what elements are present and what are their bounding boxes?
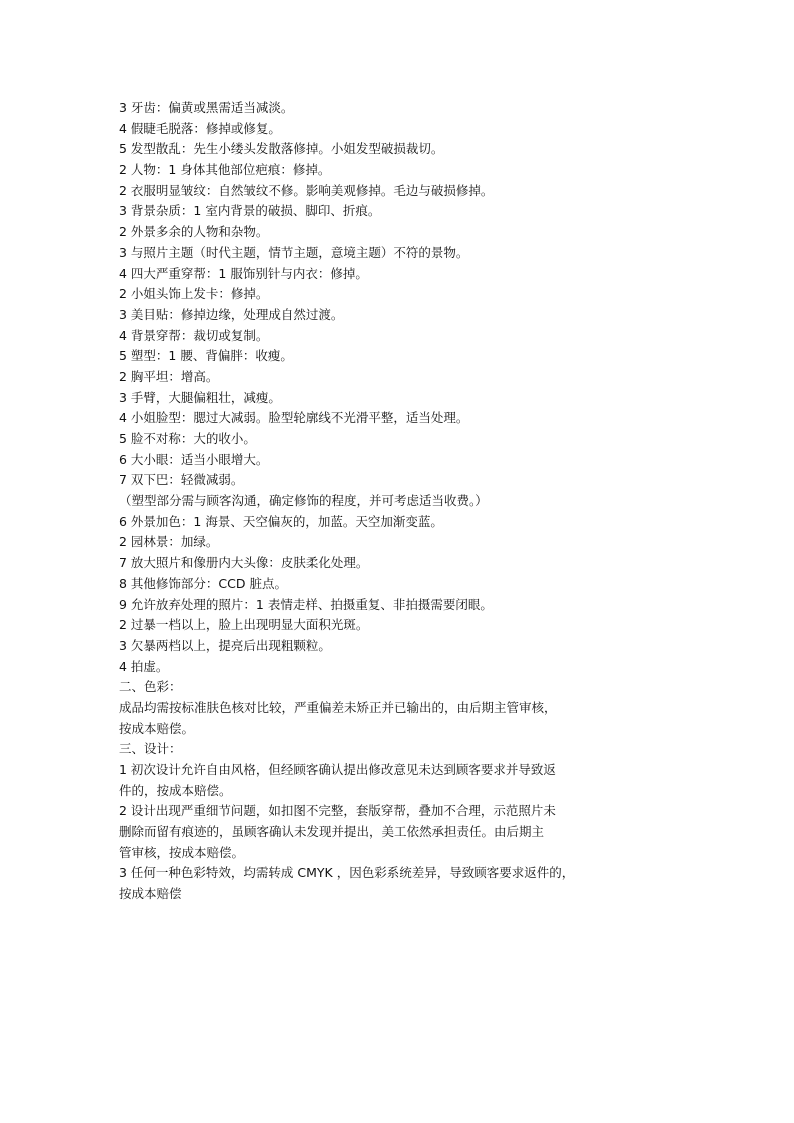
section-heading-color: 二、色彩： <box>119 679 182 695</box>
text-line: 2 衣服明显皱纹：自然皱纹不修。影响美观修掉。毛边与破损修掉。 <box>119 182 494 198</box>
text-line: 8 其他修饰部分：CCD 脏点。 <box>119 575 287 591</box>
section-heading-design: 三、设计： <box>119 741 182 757</box>
text-line: 6 大小眼：适当小眼增大。 <box>119 451 269 467</box>
text-line: 1 初次设计允许自由风格，但经顾客确认提出修改意见未达到顾客要求并导致返 <box>119 762 556 777</box>
text-line: 按成本赔偿。 <box>119 720 195 736</box>
text-line: 3 背景杂质：1 室内背景的破损、脚印、折痕。 <box>119 203 381 219</box>
text-line: 4 假睫毛脱落：修掉或修复。 <box>119 120 281 136</box>
text-line: （塑型部分需与顾客沟通，确定修饰的程度，并可考虑适当收费。） <box>119 493 488 509</box>
text-line: 2 胸平坦：增高。 <box>119 368 219 384</box>
text-line: 4 背景穿帮：裁切或复制。 <box>119 327 269 343</box>
text-line: 9 允许放弃处理的照片：1 表情走样、拍摄重复、非拍摄需要闭眼。 <box>119 596 493 612</box>
text-line: 3 任何一种色彩特效，均需转成 CMYK ，因色彩系统差异，导致顾客要求返件的， <box>119 865 575 881</box>
text-line: 3 欠暴两档以上，提亮后出现粗颗粒。 <box>119 637 331 653</box>
text-line: 2 外景多余的人物和杂物。 <box>119 224 269 240</box>
text-line: 2 小姐头饰上发卡：修掉。 <box>119 286 269 302</box>
text-line: 2 园林景：加绿。 <box>119 534 219 550</box>
text-line: 2 过暴一档以上，脸上出现明显大面积光斑。 <box>119 617 369 633</box>
text-line: 成品均需按标准肤色核对比较，严重偏差未矫正并已输出的，由后期主管审核， <box>119 699 557 715</box>
text-line: 删除而留有痕迹的，虽顾客确认未发现并提出，美工依然承担责任。由后期主 <box>119 824 545 840</box>
text-line: 5 发型散乱：先生小缕头发散落修掉。小姐发型破损裁切。 <box>119 141 444 157</box>
text-line: 2 设计出现严重细节问题，如扣图不完整，套版穿帮，叠加不合理，示范照片未 <box>119 803 556 819</box>
text-line: 件的，按成本赔偿。 <box>119 782 232 798</box>
document-body <box>119 98 679 905</box>
text-line: 4 小姐脸型：腮过大减弱。脸型轮廓线不光滑平整，适当处理。 <box>119 410 469 426</box>
text-line: 4 拍虚。 <box>119 658 169 674</box>
text-line: 3 美目贴：修掉边缘，处理成自然过渡。 <box>119 306 344 322</box>
text-line: 4 四大严重穿帮：1 服饰别针与内衣：修掉。 <box>119 265 368 281</box>
text-line: 3 手臂，大腿偏粗壮，减瘦。 <box>119 389 281 405</box>
text-line: 7 双下巴：轻微减弱。 <box>119 472 244 488</box>
text-line: 2 人物：1 身体其他部位疤痕：修掉。 <box>119 162 331 178</box>
text-line: 5 塑型：1 腰、背偏胖：收瘦。 <box>119 348 293 364</box>
text-line: 按成本赔偿 <box>119 886 182 902</box>
text-line: 7 放大照片和像册内大头像：皮肤柔化处理。 <box>119 555 369 571</box>
text-line: 3 牙齿：偏黄或黑需适当减淡。 <box>119 100 294 115</box>
text-line: 3 与照片主题（时代主题，情节主题，意境主题）不符的景物。 <box>119 244 469 260</box>
text-line: 5 脸不对称：大的收小。 <box>119 431 256 446</box>
text-line: 6 外景加色：1 海景、天空偏灰的，加蓝。天空加渐变蓝。 <box>119 513 443 529</box>
text-line: 管审核，按成本赔偿。 <box>119 844 245 860</box>
